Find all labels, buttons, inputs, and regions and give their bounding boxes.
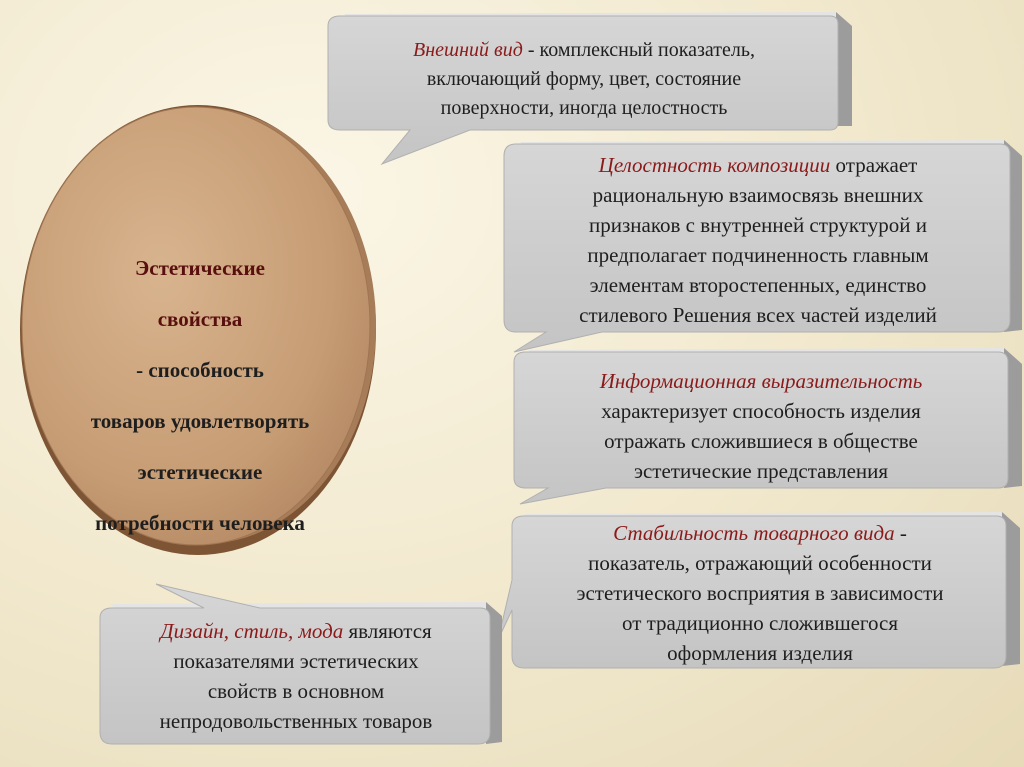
stability-term: Стабильность товарного вида: [613, 521, 895, 545]
expressiveness-line-4: эстетические представления: [633, 459, 889, 483]
composition-line-2: рациональную взаимосвязь внешних: [592, 183, 924, 207]
design-line-1: являются: [343, 619, 432, 643]
stability-line-1: -: [894, 521, 907, 545]
central-desc-line-1: - способность: [136, 358, 264, 382]
appearance-line-2: включающий форму, цвет, состояние: [426, 68, 742, 90]
design-text: [102, 616, 490, 736]
appearance-text: [336, 36, 832, 123]
appearance-term: Внешний вид: [413, 39, 523, 61]
central-oval-text: [40, 232, 360, 559]
design-line-3: свойств в основном: [207, 679, 385, 703]
appearance-line-3: поверхности, иногда целостность: [440, 97, 728, 119]
design-term: Дизайн, стиль, мода: [160, 619, 344, 643]
central-desc-line-3: эстетические: [137, 460, 263, 484]
composition-text: [506, 150, 1010, 330]
design-line-4: непродовольственных товаров: [159, 709, 433, 733]
design-line-2: показателями эстетических: [173, 649, 419, 673]
expressiveness-line-2: характеризует способность изделия: [601, 399, 921, 423]
composition-line-4: предполагает подчиненность главным: [587, 243, 929, 267]
composition-line-6: стилевого Решения всех частей изделий: [579, 303, 937, 327]
expressiveness-text: [516, 366, 1006, 486]
stability-text: [514, 518, 1006, 668]
composition-line-3: признаков с внутренней структурой и: [589, 213, 927, 237]
stability-line-4: от традиционно сложившегося: [621, 611, 899, 635]
expressiveness-term: Информационная выразительность: [599, 369, 923, 393]
composition-line-5: элементам второстепенных, единство: [589, 273, 927, 297]
appearance-line-1: - комплексный показатель,: [522, 39, 755, 61]
composition-line-1: отражает: [830, 153, 918, 177]
central-title-line-1: Эстетические: [135, 256, 265, 280]
stability-line-3: эстетического восприятия в зависимости: [576, 581, 944, 605]
stability-line-2: показатель, отражающий особенности: [588, 551, 932, 575]
central-desc-line-2: товаров удовлетворять: [90, 409, 310, 433]
expressiveness-line-3: отражать сложившиеся в обществе: [604, 429, 918, 453]
central-title-line-2: свойства: [157, 307, 243, 331]
stability-line-5: оформления изделия: [667, 641, 853, 665]
central-desc-line-4: потребности человека: [95, 511, 305, 535]
composition-term: Целостность композиции: [598, 153, 831, 177]
